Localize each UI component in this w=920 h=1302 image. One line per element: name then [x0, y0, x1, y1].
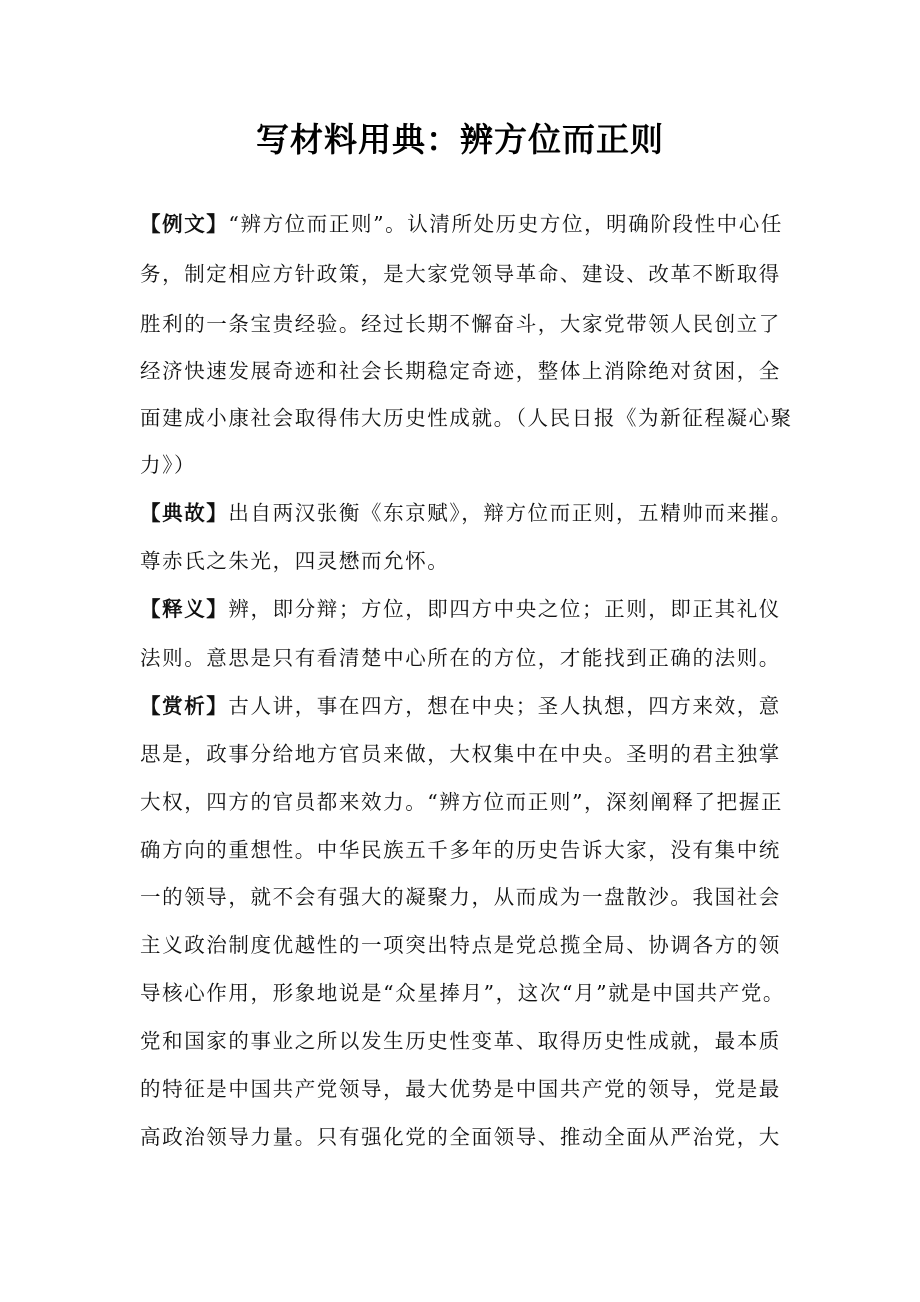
text-line — [140, 1117, 781, 1157]
text-line — [140, 589, 781, 629]
text-line — [140, 541, 449, 581]
section-tag: 【例文】 — [140, 212, 229, 236]
text-line — [140, 1069, 781, 1109]
line-text: 一的领导，就不会有强大的凝聚力，从而成为一盘散沙。我国社会 — [140, 885, 781, 909]
section-tag: 【典故】 — [140, 501, 229, 525]
line-text: 胜利的一条宝贵经验。经过长期不懈奋斗，大家党带领人民创立了 — [140, 312, 781, 336]
line-text: 古人讲，事在四方，想在中央；圣人执想，四方来效，意 — [228, 694, 781, 718]
section-tag: 【赏析】 — [140, 694, 229, 718]
text-line — [140, 204, 783, 244]
line-text: 高政治领导力量。只有强化党的全面领导、推动全面从严治党，大 — [140, 1125, 781, 1149]
line-text: 党和国家的事业之所以发生历史性变革、取得历史性成就，最本质 — [140, 1029, 781, 1053]
section-tag: 【释义】 — [140, 597, 229, 621]
text-line — [140, 445, 196, 485]
line-text: 务，制定相应方针政策，是大家党领导革命、建设、改革不断取得 — [140, 262, 781, 286]
line-text: 面建成小康社会取得伟大历史性成就。（人民日报《为新征程凝心聚 — [140, 406, 793, 430]
text-line — [140, 1021, 781, 1061]
text-line — [140, 734, 781, 774]
text-line — [140, 304, 781, 344]
line-text: 尊赤氏之朱光，四灵懋而允怀。 — [140, 549, 450, 573]
line-text: 出自两汉张衡《东京赋》，辩方位而正则，五精帅而来摧。 — [228, 501, 793, 525]
text-line — [140, 782, 783, 822]
text-line — [140, 973, 785, 1013]
line-text: 思是，政事分给地方官员来做，大权集中在中央。圣明的君主独掌 — [140, 742, 781, 766]
line-text: 辨，即分辩；方位，即四方中央之位；正则，即正其礼仪 — [228, 597, 781, 621]
text-line — [140, 638, 781, 678]
line-text: 大权，四方的官员都来效力。“辨方位而正则”，深刻阐释了把握正 — [140, 790, 783, 814]
line-text: 力》） — [140, 453, 197, 477]
text-line — [140, 351, 781, 391]
text-line — [140, 398, 793, 438]
line-text: 法则。意思是只有看清楚中心所在的方位，才能找到正确的法则。 — [140, 646, 781, 670]
line-text: 的特征是中国共产党领导，最大优势是中国共产党的领导，党是最 — [140, 1077, 781, 1101]
text-line — [140, 493, 793, 533]
text-line — [140, 254, 781, 294]
line-text: 主义政治制度优越性的一项突出特点是党总揽全局、协调各方的领 — [140, 933, 781, 957]
line-text: 导核心作用，形象地说是“众星捧月”，这次“月”就是中国共产党。 — [140, 981, 786, 1005]
text-line — [140, 877, 781, 917]
text-line — [140, 830, 781, 870]
line-text: 经济快速发展奇迹和社会长期稳定奇迹，整体上消除绝对贫困，全 — [140, 359, 781, 383]
line-text: “辨方位而正则”。认清所处历史方位，明确阶段性中心任 — [228, 212, 783, 236]
line-text: 确方向的重想性。中华民族五千多年的历史告诉大家，没有集中统 — [140, 838, 781, 862]
text-line — [140, 686, 781, 726]
text-line — [140, 925, 781, 965]
document-title: 写材料用典：辨方位而正则 — [256, 120, 664, 159]
